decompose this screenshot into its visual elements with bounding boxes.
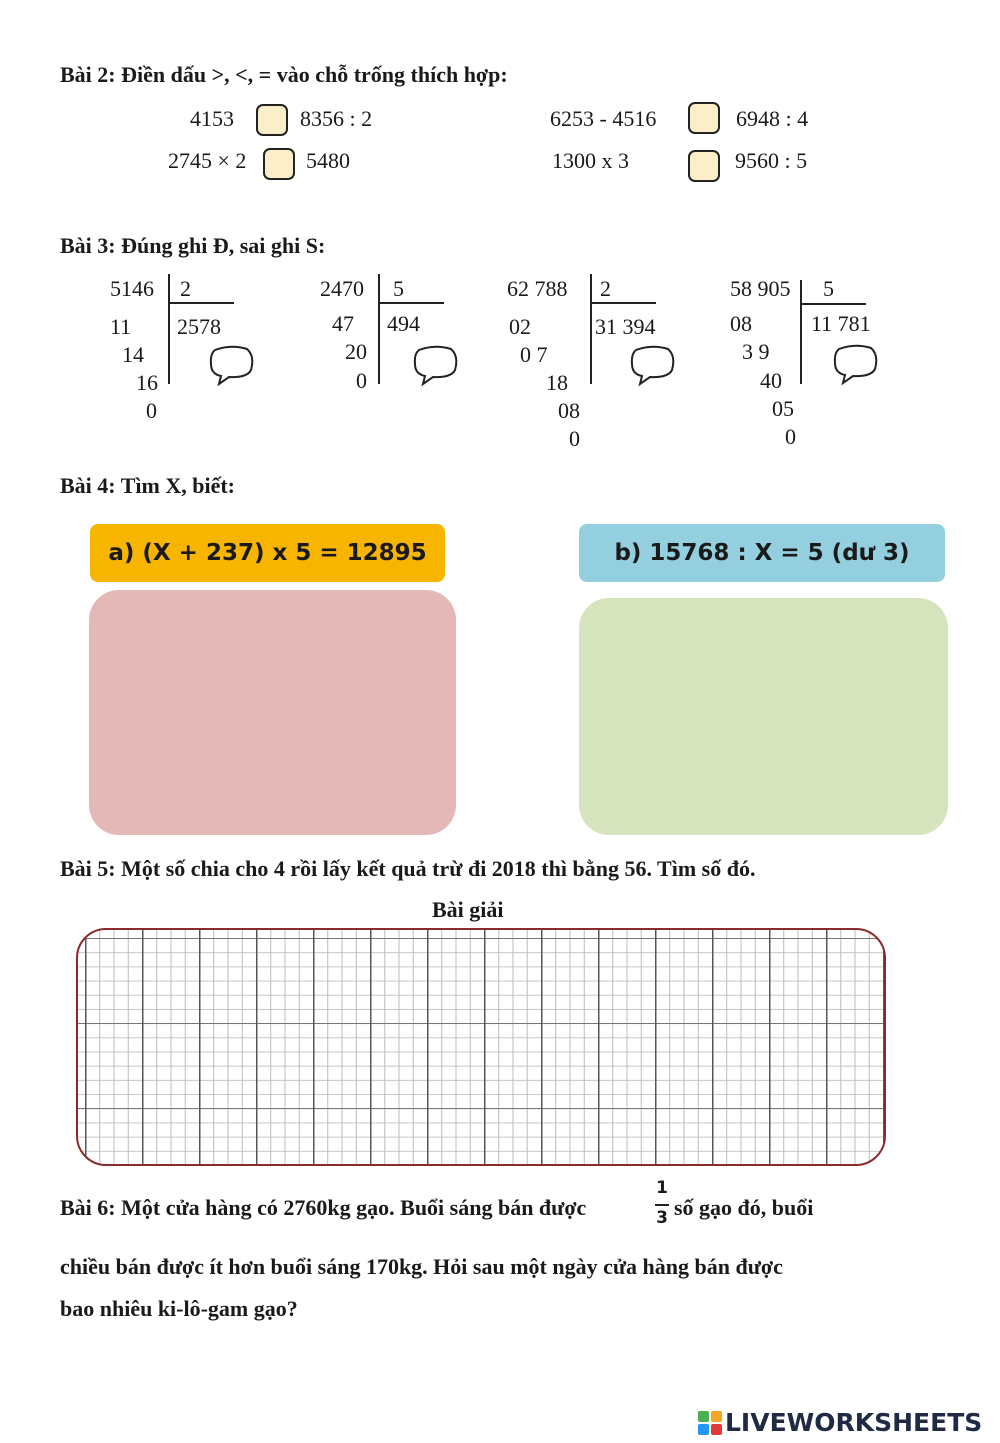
compare-answer-box-2[interactable] [688,102,720,134]
answer-bubble-icon[interactable] [831,343,879,387]
compare-answer-box-1[interactable] [256,104,288,136]
division-step: 08 [558,398,580,423]
logo-text: LIVEWORKSHEETS [725,1408,983,1437]
divisor: 5 [393,276,404,301]
liveworksheets-logo [698,1408,982,1437]
compare-left-4: 1300 x 3 [552,148,629,173]
solution-grid[interactable] [76,928,886,1166]
compare-answer-box-4[interactable] [688,150,720,182]
bai3-heading: Bài 3: Đúng ghi Đ, sai ghi S: [60,233,326,258]
division-step: 0 [785,424,796,449]
division-step: 16 [136,370,158,395]
answer-bubble-icon[interactable] [411,344,459,388]
division-step: 0 [569,426,580,451]
quotient: 31 394 [595,314,656,339]
division-step: 20 [345,339,367,364]
division-bar-horizontal [378,302,444,304]
dividend: 62 788 [507,276,568,301]
bai6-text-line1-end: số gạo đó, buổi [674,1195,814,1220]
bai6-text-line2: chiều bán được ít hơn buổi sáng 170kg. Hỏi sau một ngày cửa hàng bán được [60,1254,783,1279]
compare-left-1: 4153 [190,106,234,131]
division-step: 0 [146,398,157,423]
division-step: 0 [356,368,367,393]
bai6-text-line3: bao nhiêu ki-lô-gam gạo? [60,1296,298,1321]
equation-a-label: a) (X + 237) x 5 = 12895 [90,524,445,582]
compare-right-2: 6948 : 4 [736,106,809,131]
compare-right-1: 8356 : 2 [300,106,373,131]
quotient: 11 781 [811,311,871,336]
quotient: 2578 [177,314,221,339]
division-bar-vertical [800,280,802,384]
answer-bubble-icon[interactable] [207,344,255,388]
fraction-numerator: 1 [656,1178,668,1198]
division-bar-horizontal [590,302,656,304]
bai4-heading: Bài 4: Tìm X, biết: [60,473,235,498]
answer-area-a[interactable] [89,590,456,835]
divisor: 2 [600,276,611,301]
division-bar-horizontal [800,303,866,305]
division-step: 0 7 [520,342,548,367]
bai5-heading: Bài 5: Một số chia cho 4 rồi lấy kết quả trừ đi 2018 thì bằng 56. Tìm số đó. [60,856,756,881]
compare-left-3: 2745 × 2 [168,148,247,173]
compare-left-2: 6253 - 4516 [550,106,657,131]
dividend: 2470 [320,276,364,301]
compare-right-4: 9560 : 5 [735,148,808,173]
division-bar-vertical [168,274,170,384]
bai6-text-line1: Bài 6: Một cửa hàng có 2760kg gạo. Buổi sáng bán được [60,1195,587,1220]
bai2-heading: Bài 2: Điền dấu >, <, = vào chỗ trống thích hợp: [60,62,508,87]
division-bar-vertical [590,274,592,384]
divisor: 2 [180,276,191,301]
dividend: 5146 [110,276,154,301]
division-step: 18 [546,370,568,395]
dividend: 58 905 [730,276,791,301]
divisor: 5 [823,276,834,301]
division-step: 08 [730,311,752,336]
division-step: 40 [760,368,782,393]
fraction-bar [655,1204,669,1206]
quotient: 494 [387,311,420,336]
division-step: 14 [122,342,144,367]
equation-b-label: b) 15768 : X = 5 (dư 3) [579,524,945,582]
division-step: 11 [110,314,132,339]
division-step: 02 [509,314,531,339]
division-step: 3 9 [742,339,770,364]
division-bar-horizontal [168,302,234,304]
division-bar-vertical [378,274,380,384]
answer-bubble-icon[interactable] [628,344,676,388]
fraction-denominator: 3 [656,1208,668,1228]
division-step: 05 [772,396,794,421]
solution-title: Bài giải [432,897,504,922]
answer-area-b[interactable] [579,598,948,835]
logo-grid-icon [698,1411,722,1435]
compare-right-3: 5480 [306,148,350,173]
division-step: 47 [332,311,354,336]
compare-answer-box-3[interactable] [263,148,295,180]
